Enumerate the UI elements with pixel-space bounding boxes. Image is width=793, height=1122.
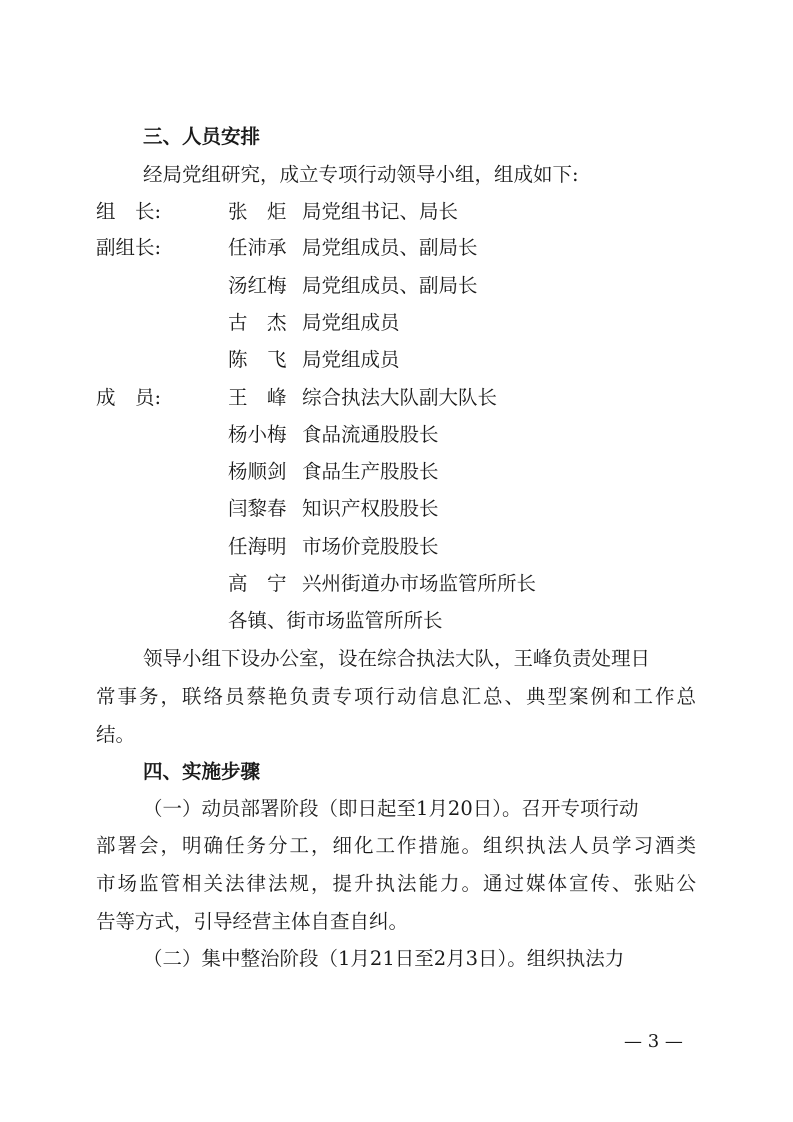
roster-title: 局党组成员、副局长 <box>302 274 478 297</box>
roster-title: 局党组成员 <box>302 348 400 371</box>
roster-name: 任沛承 <box>228 236 287 259</box>
step1-paragraph-line: 告等方式，引导经营主体自查自纠。 <box>96 910 409 933</box>
roster-name: 高 宁 <box>228 572 287 595</box>
roster-title: 食品流通股股长 <box>302 423 439 446</box>
roster-name: 王 峰 <box>228 386 287 409</box>
roster-title: 局党组成员、副局长 <box>302 236 478 259</box>
roster-title: 局党组书记、局长 <box>302 200 459 223</box>
roster-role: 成 员: <box>96 386 162 409</box>
step1-paragraph-line: 部署会，明确任务分工，细化工作措施。组织执法人员学习酒类 <box>96 834 696 857</box>
roster-role: 副组长: <box>96 236 162 259</box>
section-heading-steps: 四、实施步骤 <box>143 760 261 783</box>
office-paragraph-line: 领导小组下设办公室，设在综合执法大队，王峰负责处理日 <box>143 647 651 670</box>
roster-title: 食品生产股股长 <box>302 460 439 483</box>
roster-name: 各镇、街市场监管所所长 <box>228 609 443 632</box>
roster-name: 任海明 <box>228 535 287 558</box>
roster-name: 闫黎春 <box>228 497 287 520</box>
roster-name: 陈 飞 <box>228 348 287 371</box>
roster-title: 综合执法大队副大队长 <box>302 386 498 409</box>
roster-title: 兴州街道办市场监管所所长 <box>302 572 537 595</box>
roster-name: 杨小梅 <box>228 423 287 446</box>
roster-title: 局党组成员 <box>302 311 400 334</box>
page-number: — 3 — <box>624 1031 683 1052</box>
step1-paragraph-line: （一）动员部署阶段（即日起至1月20日）。召开专项行动 <box>143 797 639 820</box>
section-heading-personnel: 三、人员安排 <box>143 125 261 148</box>
roster-role: 组 长: <box>96 200 162 223</box>
roster-name: 汤红梅 <box>228 274 287 297</box>
roster-name: 张 炬 <box>228 200 287 223</box>
personnel-intro: 经局党组研究，成立专项行动领导小组，组成如下: <box>143 163 579 186</box>
office-paragraph-line: 结。 <box>96 723 136 746</box>
roster-title: 知识产权股股长 <box>302 497 439 520</box>
roster-title: 市场价竞股股长 <box>302 535 439 558</box>
office-paragraph-line: 常事务，联络员蔡艳负责专项行动信息汇总、典型案例和工作总 <box>96 685 696 708</box>
roster-name: 杨顺剑 <box>228 460 287 483</box>
step1-paragraph-line: 市场监管相关法律法规，提升执法能力。通过媒体宣传、张贴公 <box>96 872 696 895</box>
step2-paragraph-line: （二）集中整治阶段（1月21日至2月3日）。组织执法力 <box>143 947 625 970</box>
roster-name: 古 杰 <box>228 311 287 334</box>
